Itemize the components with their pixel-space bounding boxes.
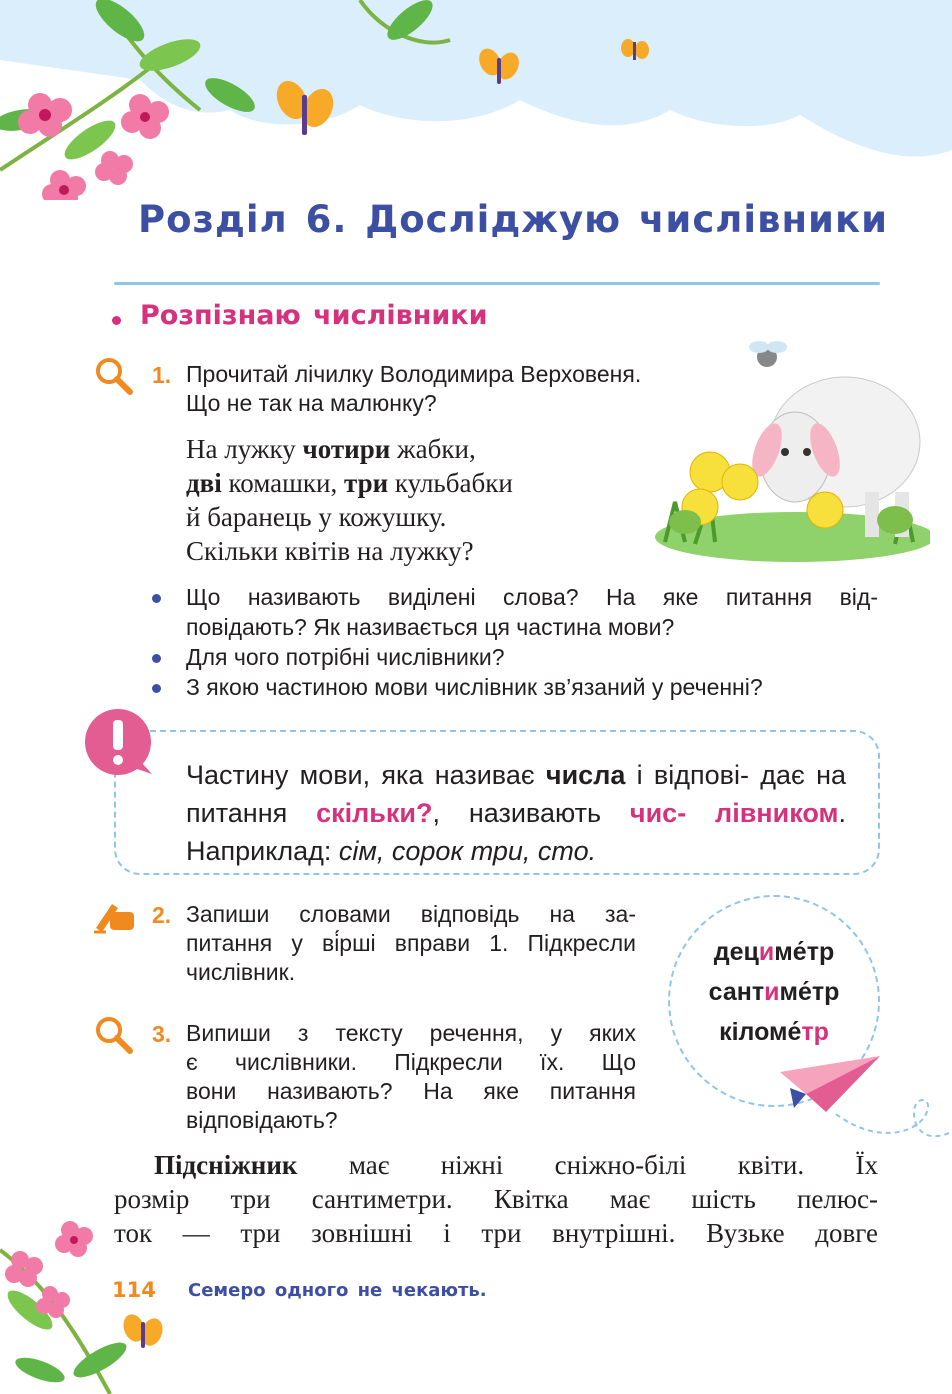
magnifier-icon xyxy=(94,1015,134,1055)
page-number: 114 xyxy=(112,1278,156,1302)
exclamation-icon xyxy=(82,706,154,778)
vocab-word: кіломе́тр xyxy=(719,1018,829,1046)
header-decoration xyxy=(0,0,952,200)
question-bullet xyxy=(152,654,161,663)
chapter-title: Розділ 6. Досліджую числівники xyxy=(138,198,889,241)
vocab-word: дециме́тр xyxy=(713,938,835,966)
exercise-number: 2. xyxy=(152,902,172,928)
paper-plane-icon xyxy=(776,1054,952,1144)
rule-text: Частину мови, яка називає числа і відпові- дає на питання скільки?, називають чис- лівником. Наприклад: сім, сорок три, сто. xyxy=(186,760,846,866)
proverb: Семеро одного не чекають. xyxy=(188,1280,487,1301)
question-3: З якою частиною мови числівник зв’язаний у реченні? xyxy=(186,674,763,700)
writing-hand-icon xyxy=(92,898,136,934)
section-title: Розпізнаю числівники xyxy=(140,300,488,331)
exercise-3-text: Випиши з тексту речення, у яких є числівники. Підкресли їх. Що вони називають? На яке питання відповідають? xyxy=(186,1020,636,1133)
reading-line-1: Підсніжник має ніжні сніжно-білі квіти. Їх xyxy=(154,1150,878,1180)
exercise-number: 1. xyxy=(152,362,172,388)
reading-line-3: ток — три зовнішні і три внутрішні. Вузьке довге xyxy=(114,1218,878,1248)
title-divider xyxy=(114,282,880,285)
exercise-instruction: Прочитай лічилку Володимира Верховеня. Що не так на малюнку? xyxy=(186,361,642,416)
question-bullet xyxy=(152,684,161,693)
question-bullet xyxy=(152,594,161,603)
question-1: Що називають виділені слова? На яке питання від- повідають? Як називається ця частина мови? xyxy=(186,584,878,640)
exercise-2-text: Запиши словами відповідь на за- питання у ві́рші вправи 1. Підкресли числівник. xyxy=(186,901,636,985)
vocab-word: сантиме́тр xyxy=(708,978,840,1006)
butterfly-icon xyxy=(120,1311,166,1348)
section-bullet xyxy=(112,316,121,325)
exercise-number: 3. xyxy=(152,1021,172,1047)
question-2: Для чого потрібні числівники? xyxy=(186,644,505,670)
magnifier-icon xyxy=(94,356,134,396)
lamb-illustration xyxy=(655,332,930,562)
poem: На лужку чотири жабки, дві комашки, три кульбабки й баранець у кожушку. Скільки квітів на лужку? xyxy=(186,434,513,566)
reading-line-2: розмір три сантиметри. Квітка має шість пелюс- xyxy=(114,1184,878,1214)
footer-decoration xyxy=(0,1210,170,1394)
